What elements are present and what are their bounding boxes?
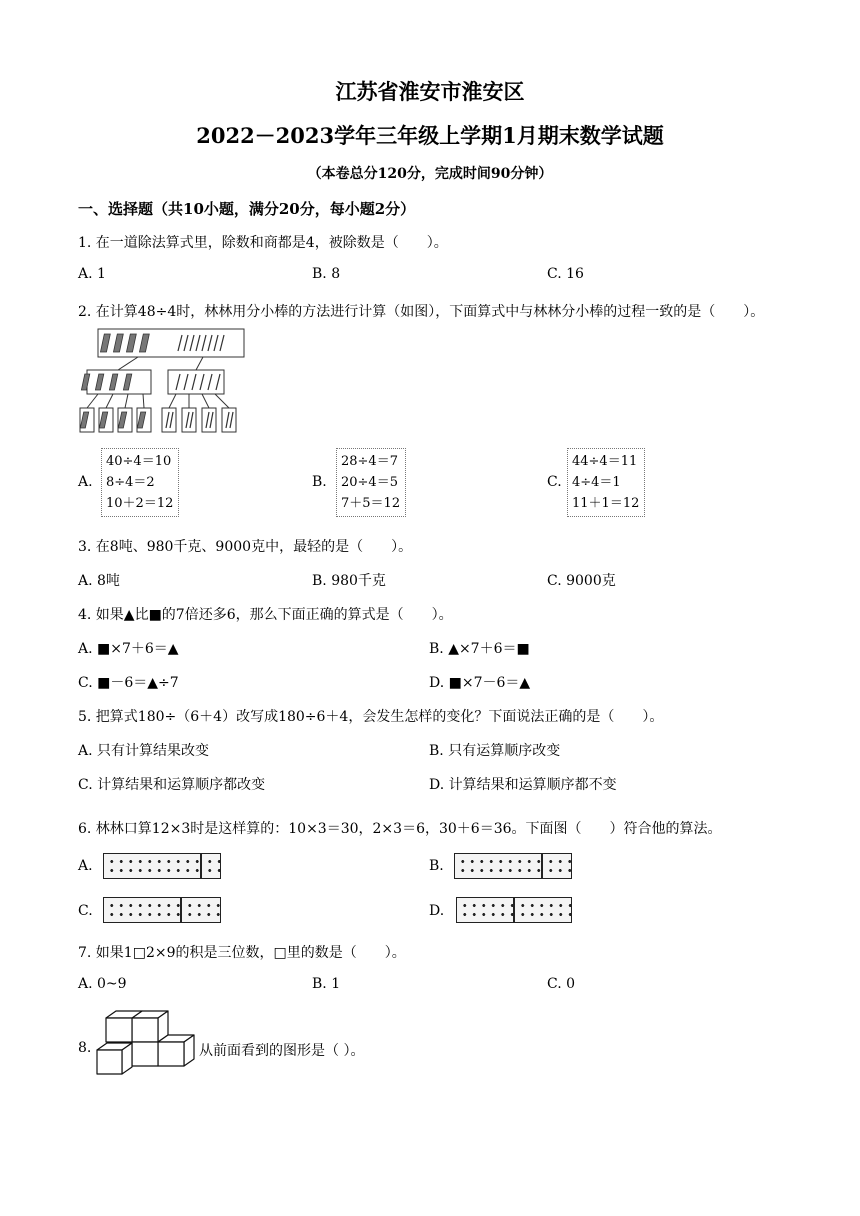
q2-b-line: 28÷4＝7: [341, 454, 398, 469]
question-3: 3. 在8吨、980千克、9000克中，最轻的是（ ）。: [78, 539, 413, 555]
title-line1: 江苏省淮安市淮安区: [335, 79, 525, 104]
question-1: 1. 在一道除法算式里，除数和商都是4，被除数是（ ）。: [78, 235, 448, 251]
sticks-diagram: [78, 326, 258, 438]
q4-option-c[interactable]: C. ■－6＝▲÷7: [78, 675, 179, 691]
title-line2: 2022－2023学年三年级上学期1月期末数学试题: [196, 123, 664, 148]
q6-option-c-label[interactable]: C.: [78, 903, 93, 919]
q7-option-a[interactable]: A. 0~9: [78, 976, 127, 992]
q6-option-d-label[interactable]: D.: [429, 903, 445, 919]
q6-option-d-dot-grid[interactable]: [456, 897, 572, 923]
q5-option-b[interactable]: B. 只有运算顺序改变: [429, 743, 561, 759]
q2-a-line: 40÷4＝10: [106, 454, 172, 469]
q7-option-b[interactable]: B. 1: [312, 976, 341, 992]
q2-b-line: 7＋5＝12: [341, 496, 401, 511]
q7-option-c[interactable]: C. 0: [547, 976, 576, 992]
question-2: 2. 在计算48÷4时，林林用分小棒的方法进行计算（如图），下面算式中与林林分小棒的过程一致的是（ ）。: [78, 304, 765, 320]
q3-option-b[interactable]: B. 980千克: [312, 573, 386, 589]
q6-option-b-label[interactable]: B.: [429, 858, 444, 874]
q1-option-a[interactable]: A. 1: [78, 266, 106, 282]
question-5: 5. 把算式180÷（6＋4）改写成180÷6＋4，会发生怎样的变化？下面说法正确的是（ ）。: [78, 709, 664, 725]
q2-a-line: 10＋2＝12: [106, 496, 174, 511]
q6-option-a-label[interactable]: A.: [78, 858, 93, 874]
q6-option-c-dot-grid[interactable]: [103, 897, 221, 923]
q5-option-c[interactable]: C. 计算结果和运算顺序都改变: [78, 777, 266, 793]
question-8-text: 从前面看到的图形是（ ）。: [199, 1043, 365, 1059]
q2-option-c-label[interactable]: C.: [547, 474, 562, 490]
q5-option-d[interactable]: D. 计算结果和运算顺序都不变: [429, 777, 617, 793]
q3-option-a[interactable]: A. 8吨: [78, 573, 120, 589]
q2-option-b-box[interactable]: [336, 448, 406, 517]
q2-option-b-label[interactable]: B.: [312, 474, 327, 490]
q6-option-a-dot-grid[interactable]: [103, 853, 221, 879]
cube-figure: [94, 1008, 198, 1084]
q2-option-c-box[interactable]: [567, 448, 645, 517]
q4-option-a[interactable]: A. ■×7＋6＝▲: [78, 641, 179, 657]
q4-option-d[interactable]: D. ■×7－6＝▲: [429, 675, 531, 691]
q2-b-line: 20÷4＝5: [341, 475, 398, 490]
q1-option-c[interactable]: C. 16: [547, 266, 584, 282]
q5-option-a[interactable]: A. 只有计算结果改变: [78, 743, 210, 759]
q1-option-b[interactable]: B. 8: [312, 266, 341, 282]
question-7: 7. 如果1□2×9的积是三位数，□里的数是（ ）。: [78, 945, 406, 961]
q2-c-line: 44÷4＝11: [572, 454, 638, 469]
section-heading: 一、选择题（共10小题，满分20分，每小题2分）: [78, 200, 416, 218]
q2-option-a-label[interactable]: A.: [78, 474, 93, 490]
q2-option-a-box[interactable]: [101, 448, 179, 517]
question-4: 4. 如果▲比■的7倍还多6，那么下面正确的算式是（ ）。: [78, 607, 453, 623]
q4-option-b[interactable]: B. ▲×7＋6＝■: [429, 641, 530, 657]
q2-a-line: 8÷4＝2: [106, 475, 155, 490]
q3-option-c[interactable]: C. 9000克: [547, 573, 616, 589]
subtitle: （本卷总分120分，完成时间90分钟）: [307, 166, 553, 182]
q2-c-line: 4÷4＝1: [572, 475, 621, 490]
question-8-number: 8.: [78, 1040, 92, 1056]
question-6: 6. 林林口算12×3时是这样算的：10×3＝30，2×3＝6，30＋6＝36。下面图（ ）符合他的算法。: [78, 821, 722, 837]
q2-c-line: 11＋1＝12: [572, 496, 640, 511]
q6-option-b-dot-grid[interactable]: [454, 853, 572, 879]
